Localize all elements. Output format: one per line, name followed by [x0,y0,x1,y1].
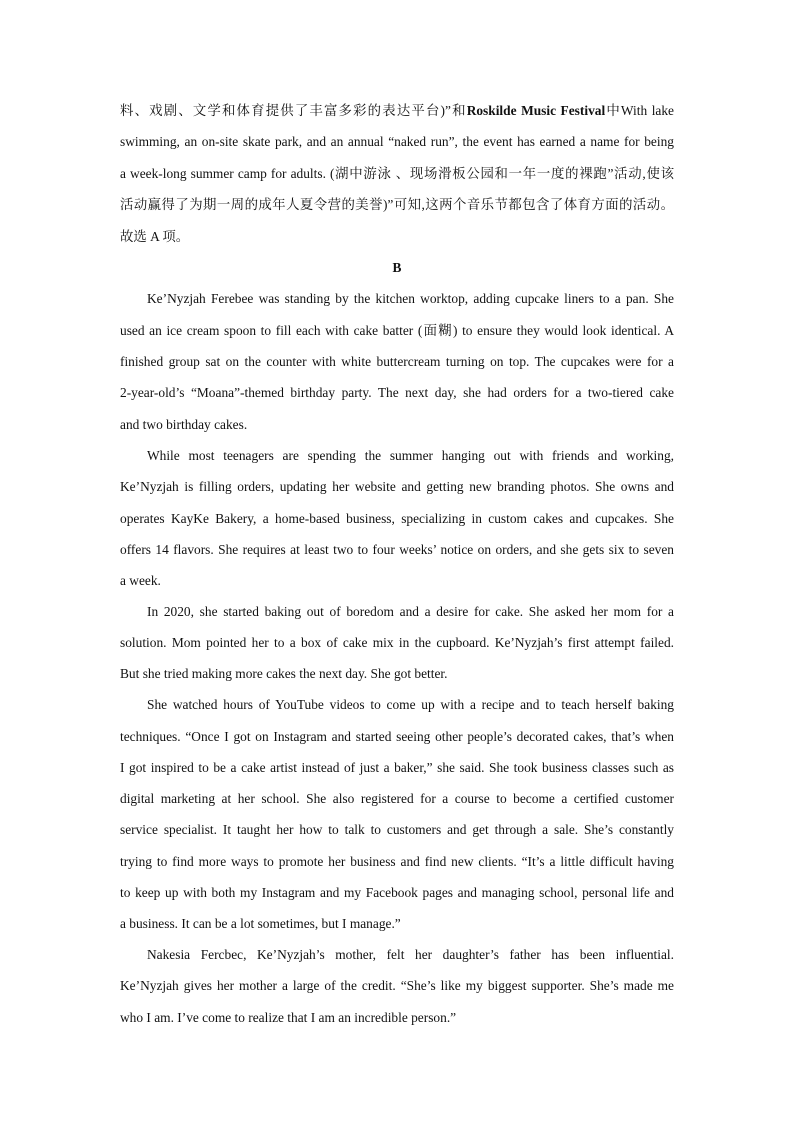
paragraph-line: who I am. I’ve come to realize that I am an incredible person.” [120,1010,457,1025]
paragraph-line: a week. [120,573,161,588]
paragraph-line: Nakesia Fercbec, Ke’Nyzjah’s mother, felt her daughter’s father has been influential. [147,947,674,962]
paragraph-line: In 2020, she started baking out of boredom and a desire for cake. She asked her mom for a [147,604,674,619]
paragraph-line: 2-year-old’s “Moana”-themed birthday party. The next day, she had orders for a two-tiered cake [120,385,674,400]
paragraph-line: to keep up with both my Instagram and my Facebook pages and managing school, personal life and [120,885,674,900]
paragraph-line: But she tried making more cakes the next day. She got better. [120,666,448,681]
intro-line-1 [120,102,674,120]
section-heading: B [392,260,402,275]
paragraph-line: trying to find more ways to promote her business and find new clients. “It’s a little difficult having [120,854,674,869]
paragraph-line: used an ice cream spoon to fill each with cake batter (面糊) to ensure they would look identical. A [120,323,674,338]
paragraph-line: Ke’Nyzjah Ferebee was standing by the kitchen worktop, adding cupcake liners to a pan. She [147,291,674,306]
intro-line: 故选 A 项。 [120,229,190,244]
paragraph-line: I got inspired to be a cake artist instead of just a baker,” she said. She took business classes such as [120,760,674,775]
intro-line: a week-long summer camp for adults. (湖中游泳 、现场滑板公园和一年一度的裸跑”活动,使该 [120,166,674,181]
intro-line: 活动赢得了为期一周的成年人夏令营的美誉)”可知,这两个音乐节都包含了体育方面的活动。 [120,197,674,212]
paragraph-line: finished group sat on the counter with white buttercream turning on top. The cupcakes were for a [120,354,674,369]
paragraph-line: While most teenagers are spending the summer hanging out with friends and working, [147,448,674,463]
paragraph-line: service specialist. It taught her how to talk to customers and get through a sale. She’s constantly [120,822,674,837]
paragraph-line: and two birthday cakes. [120,417,248,432]
paragraph-line: digital marketing at her school. She also registered for a course to become a certified customer [120,791,674,806]
paragraph-line: Ke’Nyzjah gives her mother a large of the credit. “She’s like my biggest supporter. She’s made me [120,978,674,993]
paragraph-line: operates KayKe Bakery, a home-based business, specializing in custom cakes and cupcakes. She [120,511,674,526]
paragraph-line: Ke’Nyzjah is filling orders, updating her website and getting new branding photos. She owns and [120,479,674,494]
intro-line-1-pre: 料、戏剧、文学和体育提供了丰富多彩的表达平台)”和 [120,103,467,118]
paragraph-line: solution. Mom pointed her to a box of cake mix in the cupboard. Ke’Nyzjah’s first attempt failed. [120,635,674,650]
paragraph-line: a business. It can be a lot sometimes, but I manage.” [120,916,401,931]
paragraph-line: She watched hours of YouTube videos to come up with a recipe and to teach herself baking [147,697,674,712]
festival-name: Roskilde Music Festival [466,103,606,118]
intro-line-1-post: 中With lake [605,103,675,118]
paragraph-line: techniques. “Once I got on Instagram and started seeing other people’s decorated cakes, that’s when [120,729,674,744]
intro-line: swimming, an on-site skate park, and an annual “naked run”, the event has earned a name for being [120,134,674,149]
paragraph-line: offers 14 flavors. She requires at least two to four weeks’ notice on orders, and she gets six to seven [120,542,674,557]
